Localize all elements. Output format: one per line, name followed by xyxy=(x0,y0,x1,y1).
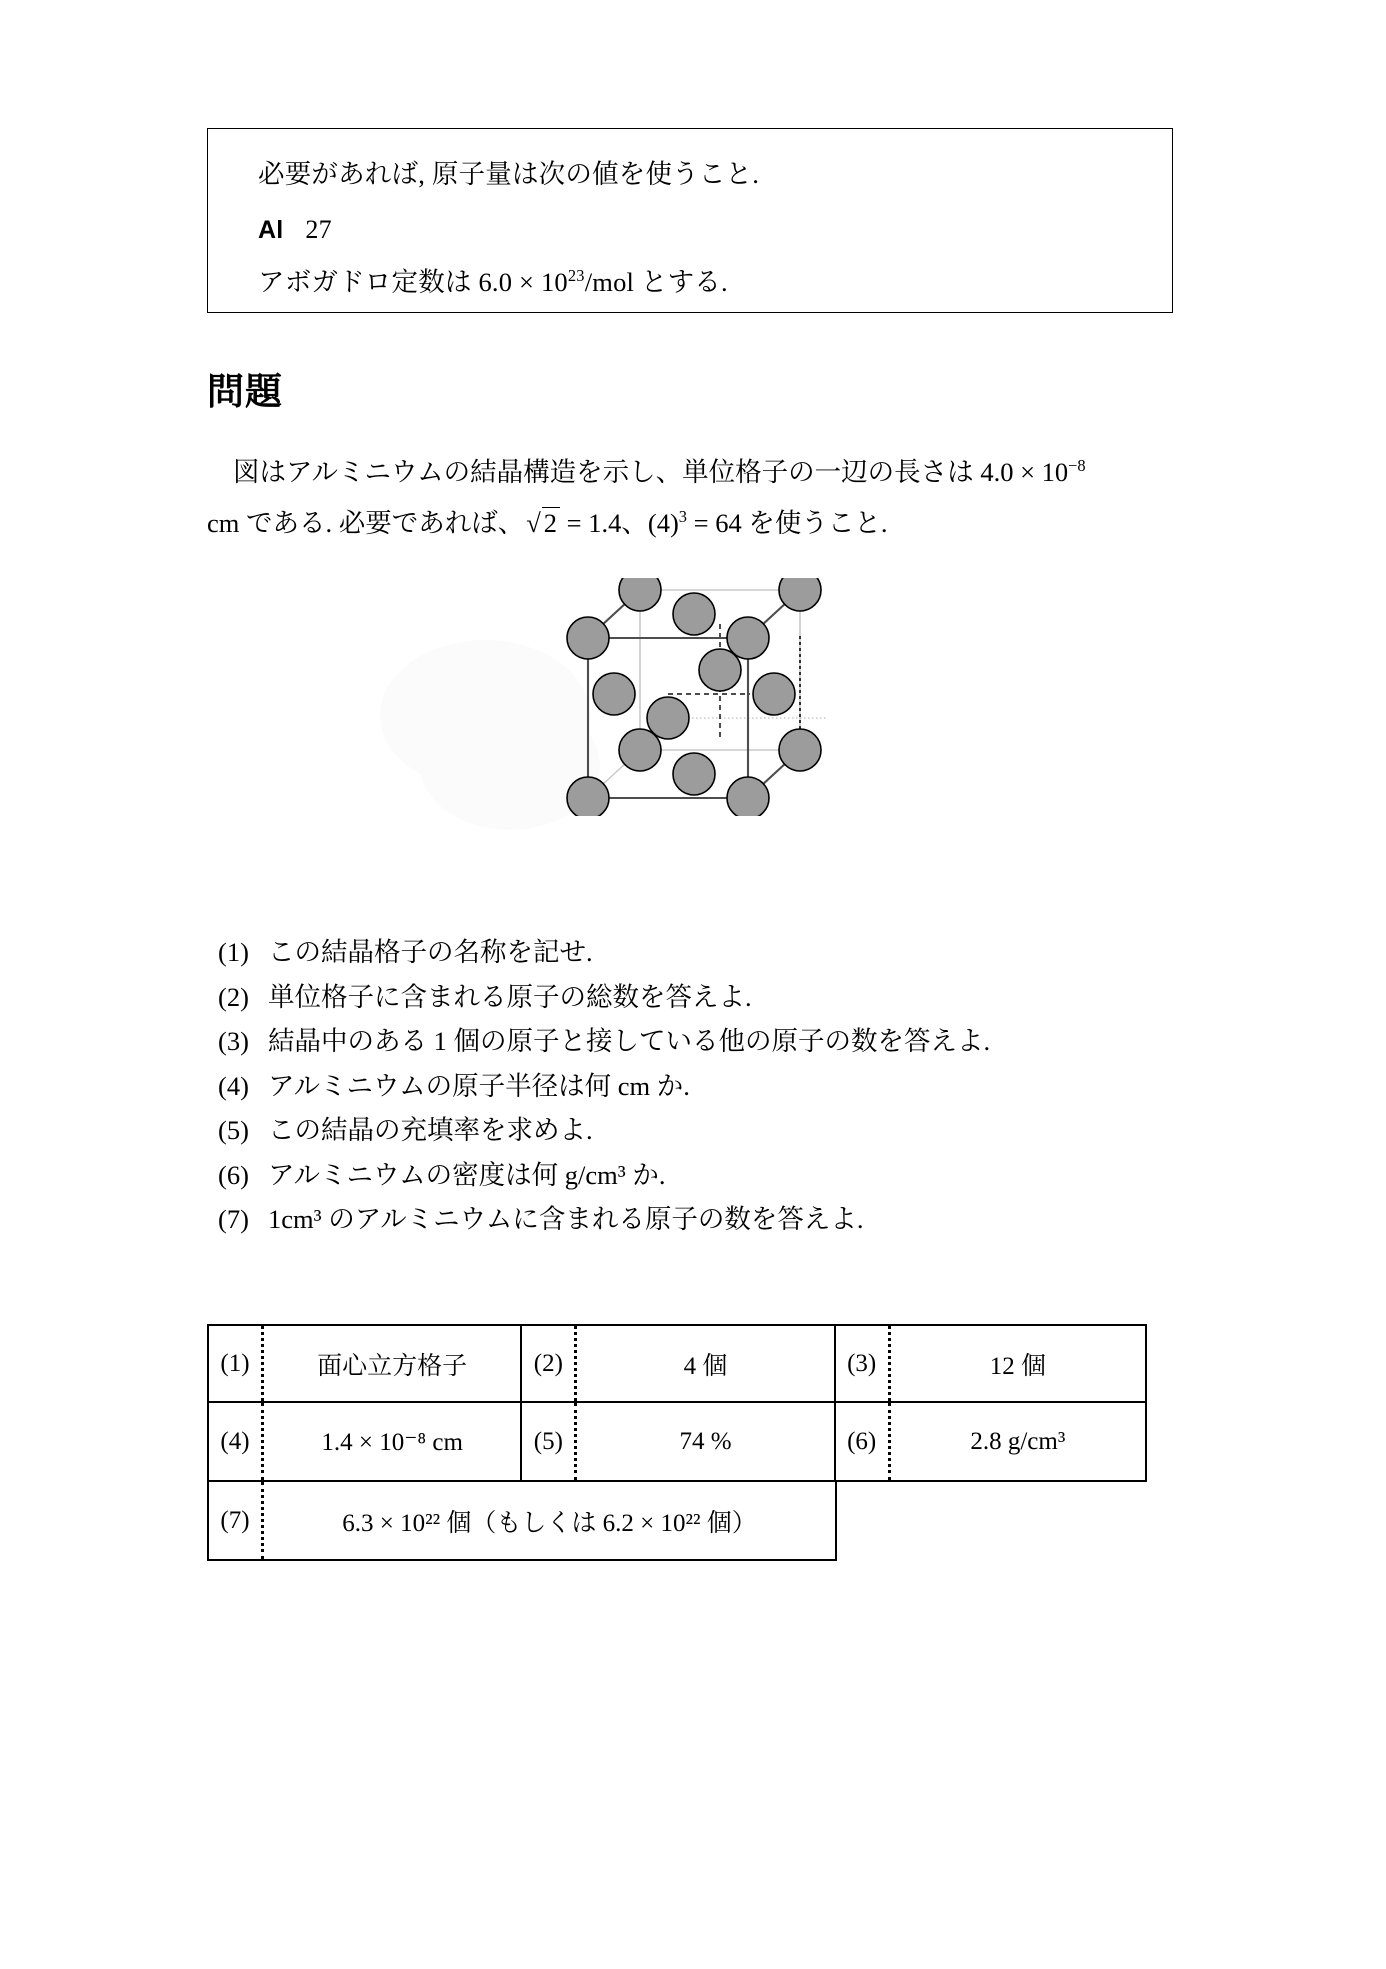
question-text: 単位格子に含まれる原子の総数を答えよ. xyxy=(268,981,752,1012)
problem-statement-line-1-text: 図はアルミニウムの結晶構造を示し、単位格子の一辺の長さは xyxy=(233,457,981,487)
atom-corner xyxy=(727,777,769,816)
answer-cell-4 xyxy=(207,1403,520,1482)
question-item xyxy=(218,1019,990,1064)
avogadro-constant-row xyxy=(258,266,728,297)
question-list xyxy=(218,930,990,1242)
answer-value: 74 % xyxy=(679,1427,732,1455)
answer-cell-5 xyxy=(520,1403,833,1482)
question-text: この結晶格子の名称を記せ. xyxy=(268,937,593,967)
answer-cell-7 xyxy=(207,1482,837,1561)
answer-label: (7) xyxy=(220,1506,250,1534)
element-symbol-al: Al xyxy=(258,216,284,244)
four-cubed-base: (4) xyxy=(647,508,679,538)
answer-label: (1) xyxy=(220,1349,250,1377)
avogadro-exponent: 23 xyxy=(567,266,585,286)
answer-table-row xyxy=(207,1403,1147,1482)
problem-statement xyxy=(207,447,1177,549)
answer-cell-2 xyxy=(520,1324,833,1403)
answer-value: 1.4 × 10⁻⁸ cm xyxy=(321,1428,463,1456)
section-heading-mondai: 問題 xyxy=(207,370,283,413)
question-number: (3) xyxy=(218,1026,249,1056)
atom-corner xyxy=(779,578,821,611)
atom-face-center xyxy=(699,649,741,691)
atom-corner xyxy=(727,617,769,659)
four-cubed-exponent: 3 xyxy=(678,507,687,527)
answer-cell-3 xyxy=(834,1324,1147,1403)
question-number: (6) xyxy=(218,1159,249,1190)
avogadro-unit: /mol とする. xyxy=(584,267,728,297)
given-values-box xyxy=(207,128,1173,313)
atom-face-center xyxy=(673,593,715,635)
question-number: (2) xyxy=(218,981,249,1012)
answer-value: 6.3 × 10²² 個（もしくは 6.2 × 10²² 個） xyxy=(342,1509,757,1537)
question-item xyxy=(218,1197,990,1242)
sqrt-two-expression: √ 2 xyxy=(524,498,560,549)
four-cubed-value: = 64 を使うこと. xyxy=(687,508,888,538)
question-text: この結晶の充填率を求めよ. xyxy=(268,1115,593,1145)
answer-cell-6 xyxy=(834,1403,1147,1482)
atom-face-center xyxy=(593,673,635,715)
sqrt-radicand: 2 xyxy=(542,507,560,538)
answer-value: 4 個 xyxy=(683,1352,728,1380)
avogadro-mantissa: 6.0 × 10 xyxy=(478,267,568,297)
answer-cell-1 xyxy=(207,1324,520,1403)
element-mass-value: 27 xyxy=(305,215,332,244)
avogadro-label: アボガドロ定数は xyxy=(258,267,479,297)
question-number: (1) xyxy=(218,937,249,967)
answer-value: 12 個 xyxy=(989,1352,1046,1380)
answer-value: 2.8 g/cm³ xyxy=(970,1427,1066,1455)
question-number: (7) xyxy=(218,1204,249,1234)
lattice-constant-mantissa: 4.0 × 10 xyxy=(980,457,1069,487)
question-number: (4) xyxy=(218,1070,249,1101)
answer-label: (5) xyxy=(533,1427,563,1455)
answer-label: (3) xyxy=(847,1349,877,1377)
question-number: (5) xyxy=(218,1115,249,1145)
atom-corner xyxy=(779,729,821,771)
problem-statement-line-2 xyxy=(207,498,1177,549)
atom-face-center xyxy=(753,673,795,715)
atoms-group xyxy=(567,578,821,816)
question-item xyxy=(218,1153,990,1198)
question-text: アルミニウムの密度は何 g/cm³ か. xyxy=(268,1159,666,1190)
given-values-instruction: 必要があれば, 原子量は次の値を使うこと. xyxy=(258,159,760,189)
question-item xyxy=(218,975,990,1020)
atom-corner xyxy=(567,777,609,816)
question-text: 結晶中のある 1 個の原子と接している他の原子の数を答えよ. xyxy=(268,1026,991,1056)
answer-table-row xyxy=(207,1482,837,1561)
atom-corner xyxy=(619,578,661,611)
question-text: アルミニウムの原子半径は何 cm か. xyxy=(268,1070,690,1101)
atom-corner xyxy=(619,729,661,771)
question-item xyxy=(218,930,990,975)
atomic-mass-row xyxy=(258,216,332,243)
atom-face-center xyxy=(673,753,715,795)
scan-artifact xyxy=(380,640,590,790)
atom-face-center xyxy=(647,697,689,739)
question-item xyxy=(218,1064,990,1109)
fcc-unit-cell-figure xyxy=(560,578,828,816)
atom-corner xyxy=(567,617,609,659)
answer-table xyxy=(207,1324,1147,1561)
answer-value: 面心立方格子 xyxy=(317,1352,468,1380)
question-item xyxy=(218,1108,990,1153)
problem-statement-line-2-text: cm である. 必要であれば、 xyxy=(207,508,525,538)
answer-label: (2) xyxy=(533,1349,563,1377)
question-text: 1cm³ のアルミニウムに含まれる原子の数を答えよ. xyxy=(268,1204,864,1234)
answer-table-row xyxy=(207,1324,1147,1403)
answer-label: (4) xyxy=(220,1427,250,1455)
sqrt-value: = 1.4、 xyxy=(560,508,648,538)
problem-statement-line-1 xyxy=(207,447,1177,498)
answer-label: (6) xyxy=(847,1427,877,1455)
lattice-constant-exponent: −8 xyxy=(1068,456,1086,476)
